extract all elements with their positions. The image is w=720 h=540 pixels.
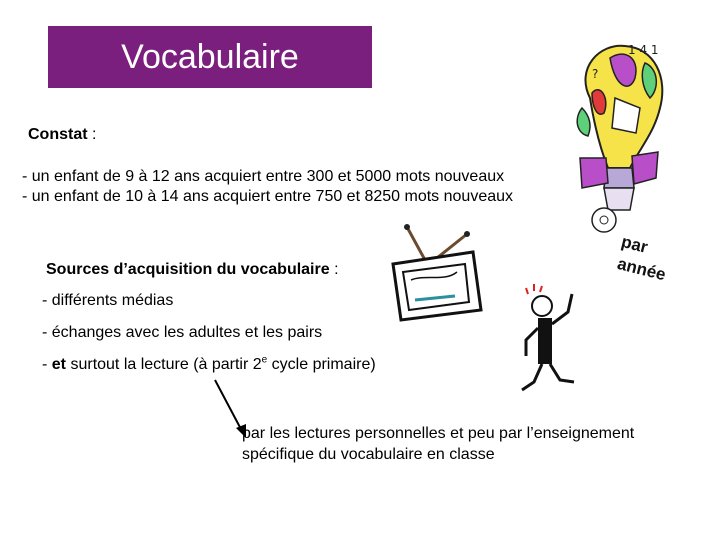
constat-line-1: - un enfant de 9 à 12 ans acquiert entre 300 et 5000 mots nouveaux	[22, 168, 505, 185]
constat-label: Constat	[28, 126, 88, 143]
sources-heading	[46, 260, 339, 280]
item-bold-word: et	[51, 356, 67, 373]
sources-item-2: - échanges avec les adultes et les pairs	[42, 324, 323, 341]
lightbulb-icon	[570, 38, 670, 248]
constat-line-2: - un enfant de 10 à 14 ans acquiert entre 750 et 8250 mots nouveaux	[22, 188, 514, 205]
item-prefix: -	[42, 356, 52, 373]
television-icon	[385, 222, 495, 322]
note-line-1: par les lectures personnelles et peu par l’enseignement	[242, 425, 635, 442]
running-figure-icon	[512, 282, 592, 402]
item-text-b: cycle primaire)	[267, 356, 376, 373]
svg-text:?: ?	[592, 67, 599, 81]
item-superscript: e	[261, 354, 268, 366]
constat-colon: :	[87, 126, 97, 143]
page-title: Vocabulaire	[121, 37, 299, 76]
sources-label: Sources d’acquisition du vocabulaire	[46, 261, 330, 278]
annotation-annee: année	[615, 254, 668, 285]
svg-text:1 4 1: 1 4 1	[628, 43, 659, 57]
annotation-par: par	[619, 232, 650, 257]
sources-item-3	[42, 355, 376, 375]
title-banner	[48, 26, 372, 88]
sources-item-1: - différents médias	[42, 292, 174, 309]
constat-heading	[28, 125, 96, 145]
item-text-a: surtout la lecture (à partir 2	[66, 356, 262, 373]
sources-colon: :	[329, 261, 339, 278]
note-line-2: spécifique du vocabulaire en classe	[242, 446, 495, 463]
